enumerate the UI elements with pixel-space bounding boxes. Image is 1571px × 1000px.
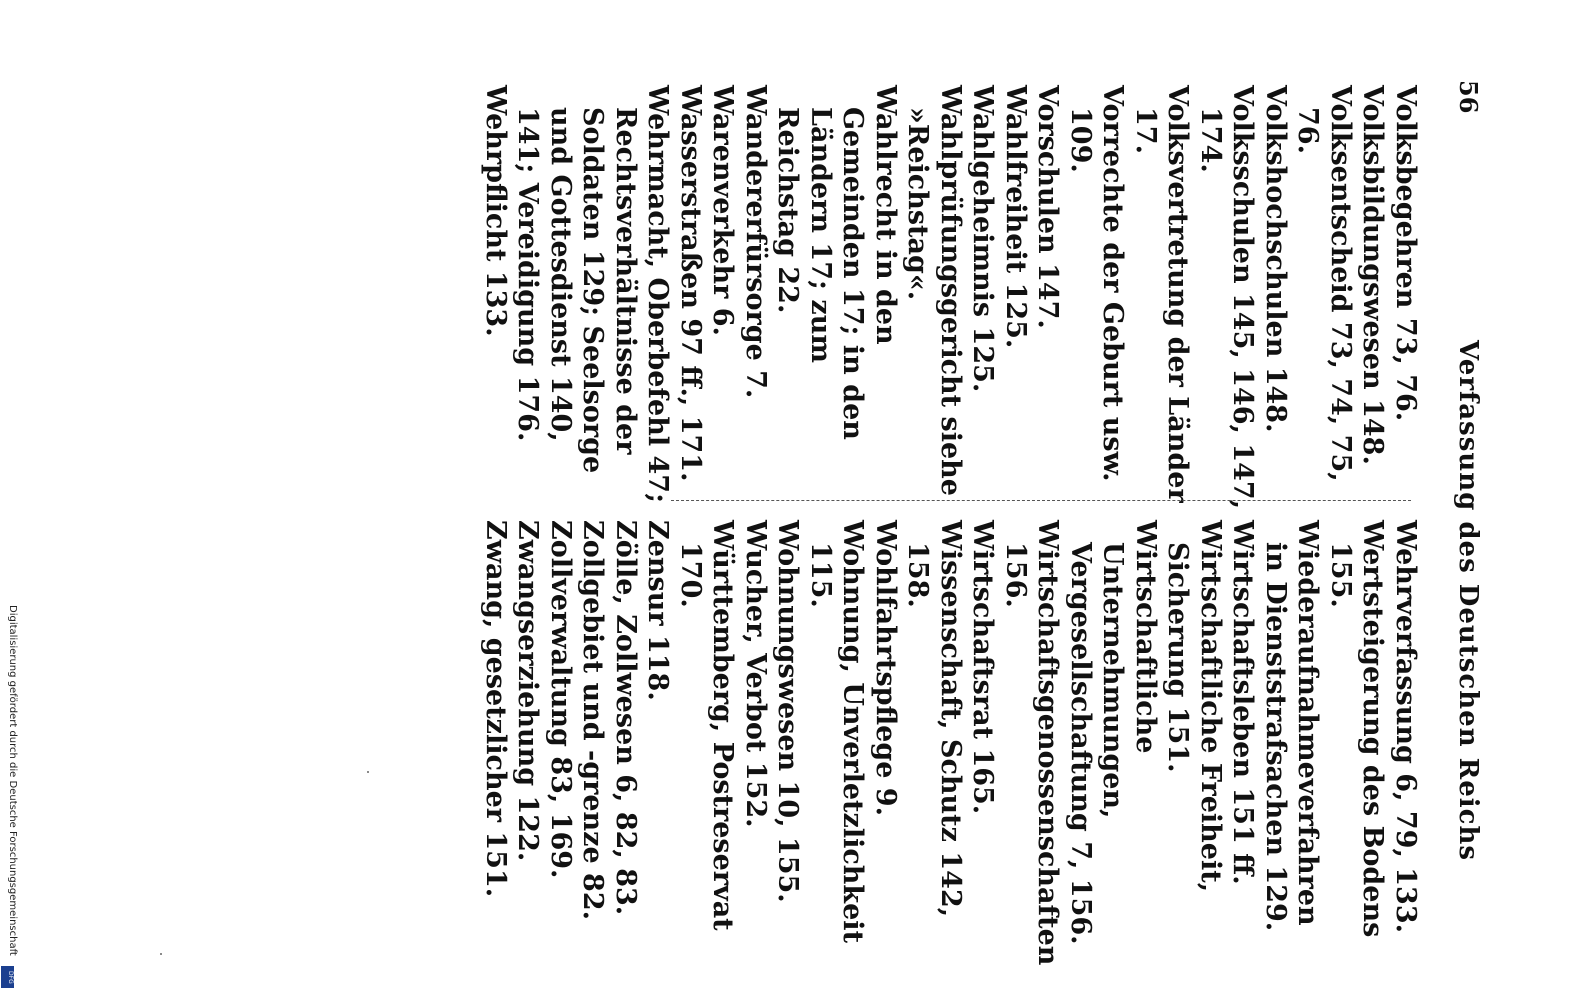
index-entry: Wehrmacht, Oberbefehl 47; Rechtsverhältnisse der Soldaten 129; Seelsorge und Gottesdienst 140, 141; Vereidigung 176. [512, 85, 674, 504]
index-entry: Zwangserziehung 122. [512, 520, 544, 862]
index-entry: Wirtschaftsrat 165. [967, 520, 999, 815]
scan-speck [160, 953, 162, 955]
index-entry: Vorrechte der Geburt usw. 109. [1065, 85, 1129, 482]
index-entry: Wirtschaftsgenossenschaften 156. [1000, 520, 1064, 966]
index-entry: Wirtschaftliche Freiheit, Sicherung 151. [1162, 520, 1226, 893]
index-column-right [479, 520, 1422, 966]
index-entry: Zölle, Zollwesen 6, 82, 83. [610, 520, 641, 916]
index-entry: Zensur 118. [642, 520, 674, 701]
index-entry: Wahlprüfungsgericht siehe »Reichstag«. [902, 85, 966, 496]
index-entry: Wehrpflicht 133. [480, 85, 511, 337]
index-entry: Volksvertretung der Länder 17. [1130, 85, 1194, 503]
page-header [1443, 80, 1483, 900]
index-entry: Volksbildungswesen 148. [1357, 85, 1389, 465]
index-entry: Volksentscheid 73, 74, 75, 76. [1292, 85, 1356, 482]
index-entry: Wahlfreiheit 125. [1000, 85, 1031, 349]
digitization-note: Digitalisierung gefördert durch die Deutsche Forschungsgemeinschaft [7, 605, 18, 956]
index-entry: Wirtschaftsleben 151 ff. [1227, 520, 1259, 885]
index-entry: Wertsteigerung des Bodens 155. [1325, 520, 1389, 938]
index-entry: Wissenschaft, Schutz 142, 158. [902, 520, 966, 918]
index-entry: Württemberg, Postreservat 170. [675, 520, 739, 931]
index-entry: Wucher, Verbot 152. [740, 520, 771, 828]
index-entry: Wohnung, Unverletzlichkeit 115. [805, 520, 869, 944]
index-entry: Volksschulen 145, 146, 147, 174. [1195, 85, 1259, 510]
index-column-left [479, 85, 1422, 515]
page-number: 56 [1454, 80, 1483, 114]
dfg-logo-icon: DFG [1, 966, 14, 988]
index-entry: Volksbegehren 73, 76. [1390, 85, 1421, 422]
index-entry: Wasserstraßen 97 ff., 171. [675, 85, 706, 482]
index-entry: Wiederaufnahmeverfahren in Dienststrafsachen 129. [1260, 520, 1324, 932]
scan-speck [367, 771, 369, 773]
index-entry: Wahlrecht in den Gemeinden 17; in den Ländern 17; zum Reichstag 22. [772, 85, 901, 440]
index-entry: Wehrverfassung 6, 79, 133. [1390, 520, 1421, 934]
index-entry: Zwang, gesetzlicher 151. [480, 520, 511, 898]
index-entry: Wahlgeheimnis 125. [967, 85, 999, 393]
index-entry: Wohnungswesen 10, 155. [772, 520, 804, 903]
index-entry: Vorschulen 147. [1032, 85, 1064, 329]
index-entry: Wirtschaftliche Unternehmungen, Vergesellschaftung 7, 156. [1065, 520, 1161, 945]
index-entry: Warenverkehr 6. [707, 85, 739, 336]
index-entry: Zollverwaltung 83, 169. [545, 520, 576, 879]
running-title: Verfassung des Deutschen Reichs [1453, 340, 1483, 862]
index-entry: Volkshochschulen 148. [1260, 85, 1291, 433]
column-divider [671, 500, 1411, 501]
index-entry: Wohlfahrtspflege 9. [870, 520, 901, 816]
index-entry: Wandererfürsorge 7. [740, 85, 771, 399]
index-entry: Zollgebiet und -grenze 82. [577, 520, 609, 921]
